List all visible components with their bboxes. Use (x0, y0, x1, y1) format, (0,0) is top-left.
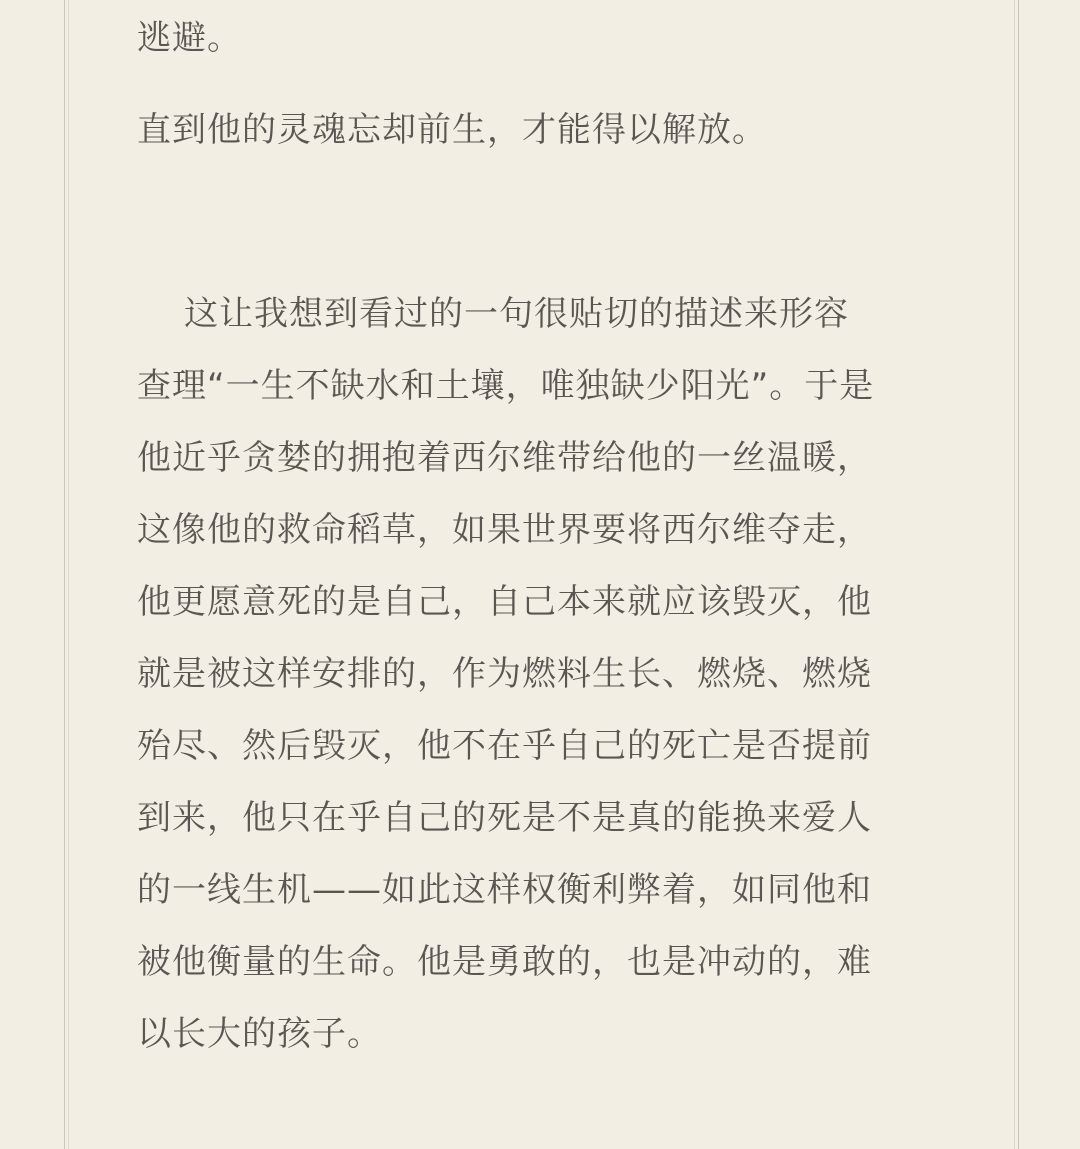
paragraph-3-line-4: 这像他的救命稻草，如果世界要将西尔维夺走， (137, 510, 872, 550)
paragraph-3-line-7: 殆尽、然后毁灭，他不在乎自己的死亡是否提前 (137, 726, 872, 766)
left-border-line-inner (68, 0, 69, 1149)
paragraph-3-line-2: 查理“一生不缺水和土壤，唯独缺少阳光”。于是 (137, 366, 875, 406)
paragraph-3-line-6: 就是被这样安排的，作为燃料生长、燃烧、燃烧 (137, 654, 872, 694)
right-border-line-inner (1014, 0, 1015, 1149)
paragraph-2-line-1: 直到他的灵魂忘却前生，才能得以解放。 (137, 110, 767, 150)
paragraph-3-line-5: 他更愿意死的是自己，自己本来就应该毁灭，他 (137, 582, 872, 622)
paragraph-3-line-11: 以长大的孩子。 (137, 1014, 382, 1054)
paragraph-3-line-1: 这让我想到看过的一句很贴切的描述来形容 (184, 294, 849, 334)
paragraph-3-line-3: 他近乎贪婪的拥抱着西尔维带给他的一丝温暖， (137, 438, 872, 478)
paragraph-1-line-1: 逃避。 (137, 18, 242, 58)
paragraph-3-line-10: 被他衡量的生命。他是勇敢的，也是冲动的，难 (137, 942, 872, 982)
right-border-line (1018, 0, 1019, 1149)
paragraph-3-line-9: 的一线生机——如此这样权衡利弊着，如同他和 (137, 870, 872, 910)
left-border-line (64, 0, 65, 1149)
paragraph-3-line-8: 到来，他只在乎自己的死是不是真的能换来爱人 (137, 798, 872, 838)
